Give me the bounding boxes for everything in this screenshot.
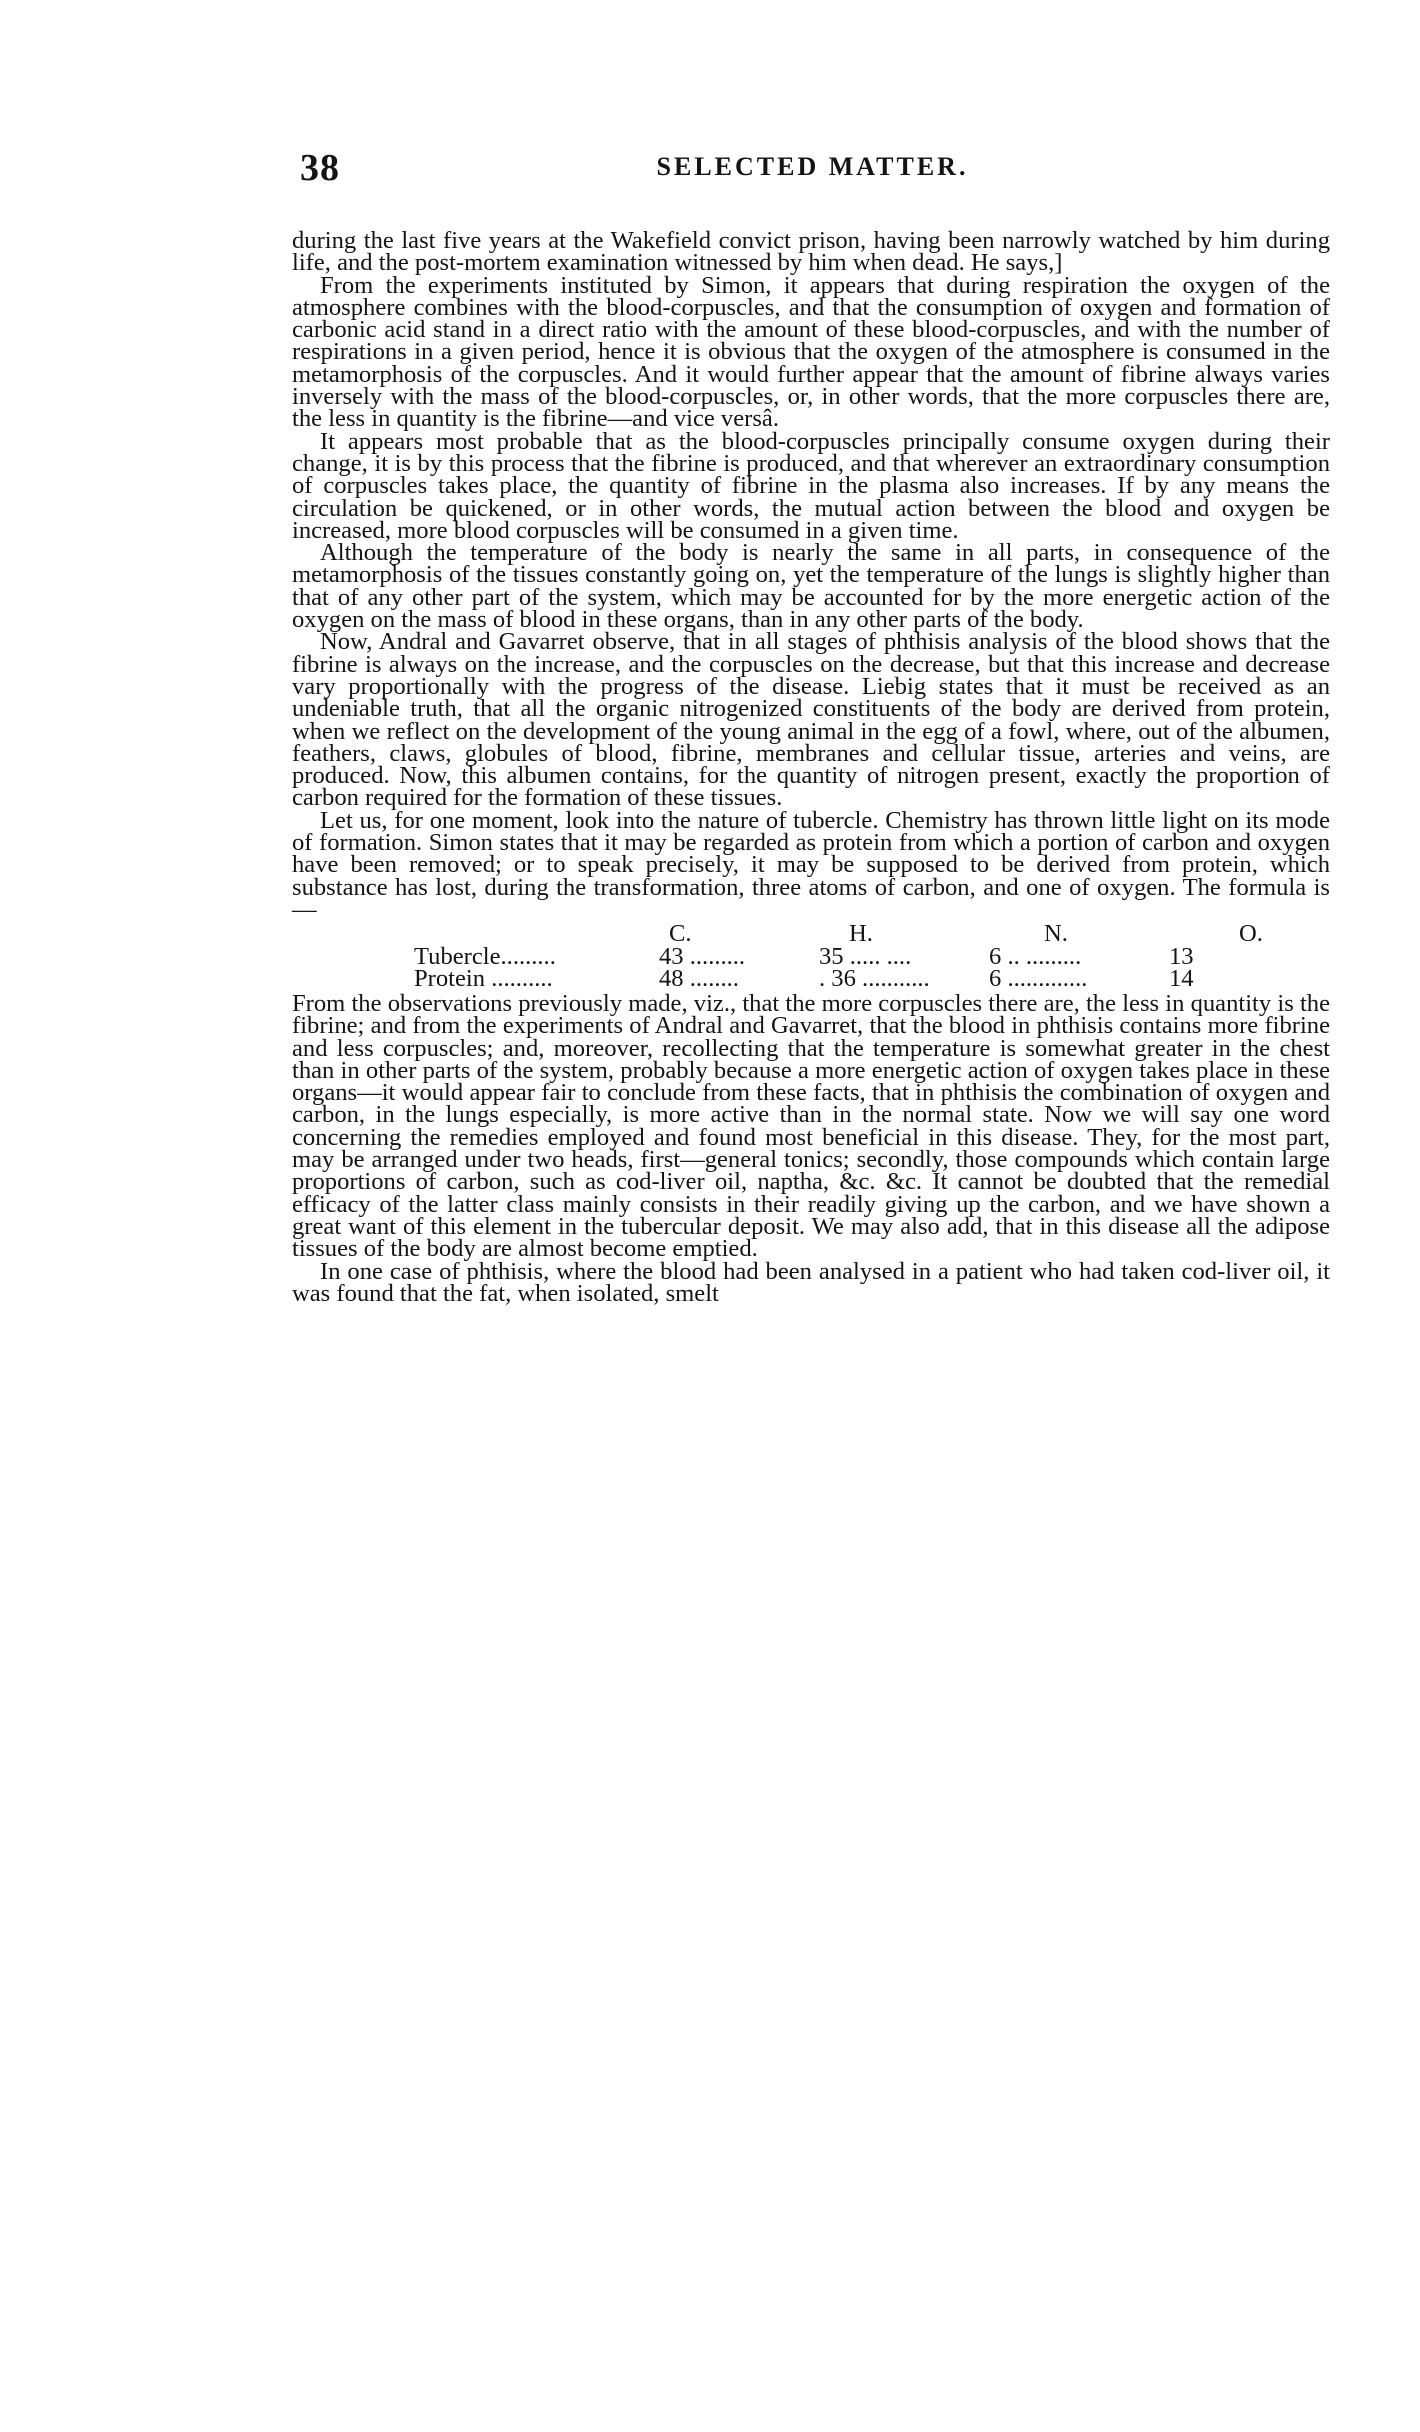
page-number: 38 (300, 147, 340, 189)
formula-value-o: 14 (1169, 965, 1194, 993)
formula-header-c: C. (669, 920, 692, 948)
formula-value-n: 6 .. ......... (989, 942, 1082, 970)
formula-label: Tubercle......... (414, 942, 556, 970)
formula-header-h: H. (849, 920, 873, 948)
paragraph: From the observations previously made, viz., that the more corpuscles there are, the less in quantity is the fibrine; and from the experiments of Andral and Gavarret, that the blood in phthisis contains more fibrine and less corpuscles; and, moreover, recollecting that the temperature is somewhat greater in the chest than in other parts of the system, probably because a more energetic action of oxygen takes place in these organs—it would appear fair to conclude from these facts, that in phthisis the combination of oxygen and carbon, in the lungs especially, is more active than in the normal state. Now we will say one word concerning the remedies employed and found most beneficial in this disease. They, for the most part, may be arranged under two heads, first—general tonics; secondly, those compounds which contain large proportions of carbon, such as cod-liver oil, naptha, &c. &c. It cannot be doubted that the remedial efficacy of the latter class mainly consists in their readily giving up the carbon, and we have shown a great want of this element in the tubercular deposit. We may also add, that in this disease all the adipose tissues of the body are almost become emptied. (292, 989, 1330, 1263)
formula-label: Protein .......... (414, 965, 553, 993)
paragraph: Although the temperature of the body is nearly the same in all parts, in consequence of the metamorphosis of the tissues constantly going on, yet the temperature of the lungs is slightly higher than that of any other part of the system, which may be accounted for by the more energetic action of the oxygen on the mass of blood in these organs, than in any other parts of the body. (292, 539, 1330, 634)
paragraph: From the experiments instituted by Simon, it appears that during respiration the oxygen of the atmosphere combines with the blood-corpuscles, and that the consumption of oxygen and formation of carbonic acid stand in a direct ratio with the amount of these blood-corpuscles, and with the number of respirations in a given period, hence it is obvious that the oxygen of the atmosphere is consumed in the metamorphosis of the corpuscles. And it would further appear that the amount of fibrine always varies inversely with the mass of the blood-corpuscles, or, in other words, that the more corpuscles there are, the less in quantity is the fibrine—and vice versâ. (292, 271, 1330, 433)
formula-header-o: O. (1239, 920, 1263, 948)
paragraph: In one case of phthisis, where the blood had been analysed in a patient who had taken cod-liver oil, it was found that the fat, when isolated, smelt (292, 1257, 1330, 1307)
chemical-formula-table (292, 920, 1330, 993)
running-head: SELECTED MATTER. (656, 152, 969, 181)
paragraph: Now, Andral and Gavarret observe, that in all stages of phthisis analysis of the blood shows that the fibrine is always on the increase, and the corpuscles on the decrease, but that this increase and decrease vary proportionally with the progress of the disease. Liebig states that it must be received as an undeniable truth, that all the organic nitrogenized constituents of the body are derived from protein, when we reflect on the development of the young animal in the egg of a fowl, where, out of the albumen, feathers, claws, globules of blood, fibrine, membranes and cellular tissue, arteries and veins, are produced. Now, this albumen contains, for the quantity of nitrogen present, exactly the proportion of carbon required for the formation of these tissues. (292, 628, 1330, 812)
formula-value-h: . 36 ........... (819, 965, 930, 993)
formula-header-n: N. (1044, 920, 1068, 948)
formula-value-o: 13 (1169, 942, 1194, 970)
page-header (300, 146, 1325, 196)
paragraph: Let us, for one moment, look into the nature of tubercle. Chemistry has thrown little light on its mode of formation. Simon states that it may be regarded as protein from which a portion of carbon and oxygen have been removed; or to speak precisely, it may be supposed to be derived from protein, which substance has lost, during the transformation, three atoms of carbon, and one of oxygen. The formula is— (292, 806, 1330, 923)
formula-value-c: 43 ......... (659, 942, 746, 970)
formula-value-h: 35 ..... .... (819, 942, 912, 970)
formula-row-protein (292, 965, 1330, 993)
paragraph: during the last five years at the Wakefield convict prison, having been narrowly watched by him during life, and the post-mortem examination witnessed by him when dead. He says,] (292, 227, 1330, 277)
formula-value-n: 6 ............. (989, 965, 1088, 993)
body-text (292, 227, 1330, 1307)
paragraph: It appears most probable that as the blood-corpuscles principally consume oxygen during their change, it is by this process that the fibrine is produced, and that wherever an extraordinary consumption of corpuscles takes place, the quantity of fibrine in the plasma also increases. If by any means the circulation be quickened, or in other words, the mutual action between the blood and oxygen be increased, more blood corpuscles will be consumed in a given time. (292, 427, 1330, 544)
formula-value-c: 48 ........ (659, 965, 739, 993)
